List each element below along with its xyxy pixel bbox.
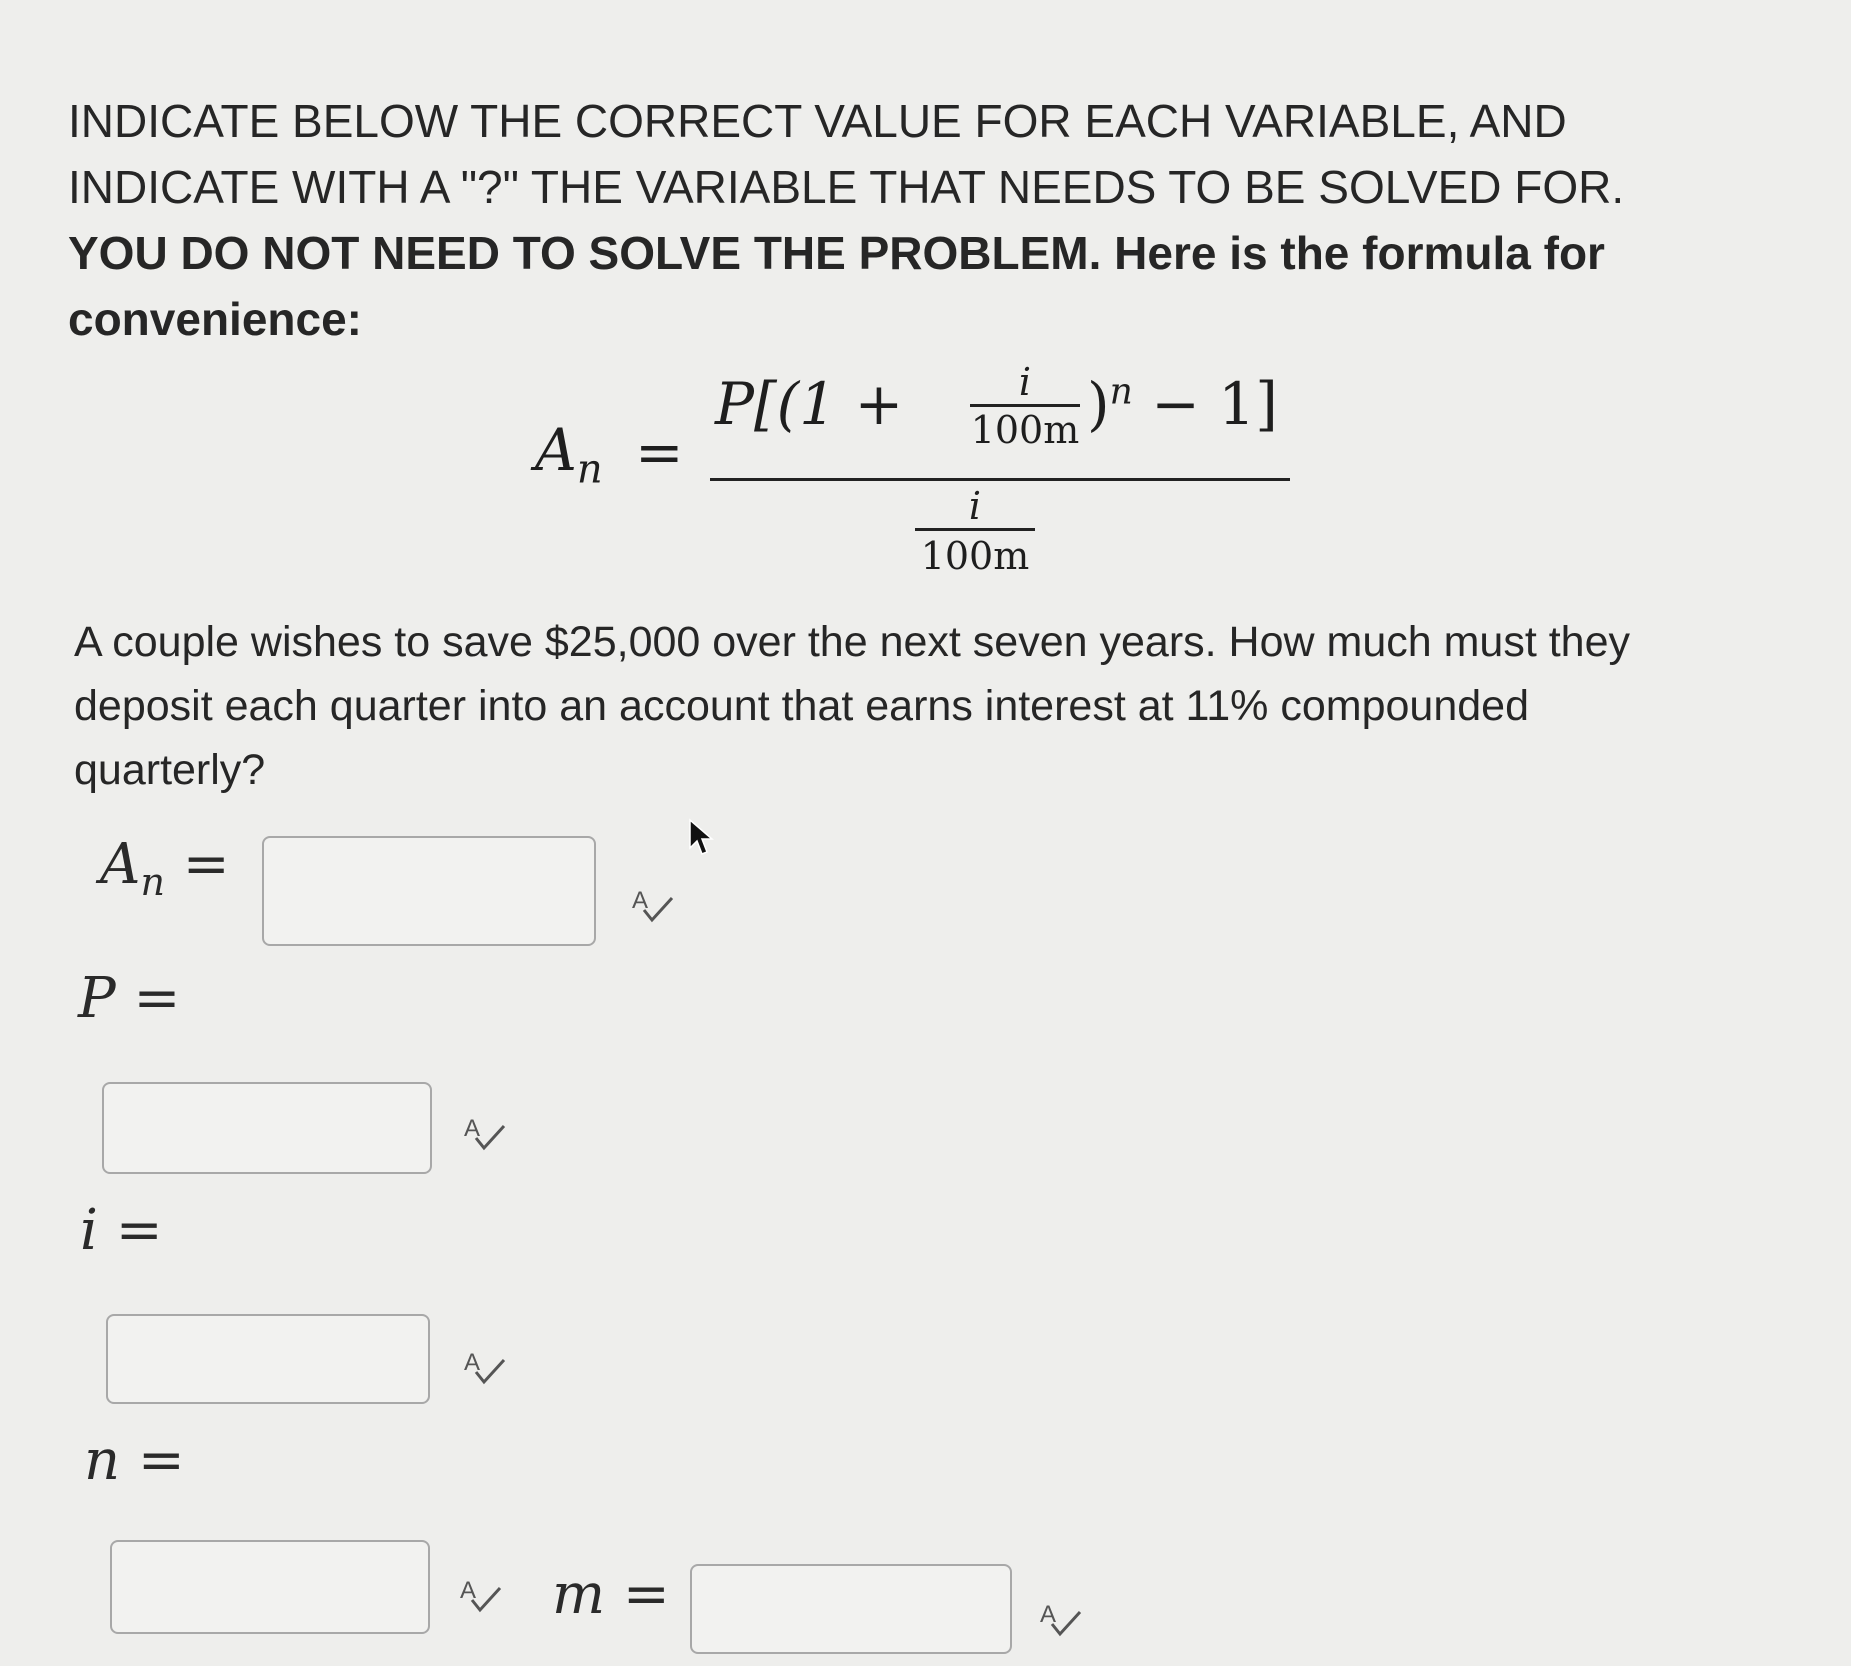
spell-check-icon[interactable] <box>630 884 676 924</box>
spell-check-icon[interactable] <box>1038 1598 1084 1638</box>
instructions-part3: Here is the formula for convenience: <box>68 227 1605 345</box>
m-input[interactable] <box>690 1564 1012 1654</box>
formula-denominator: i 100m <box>915 484 1035 581</box>
instructions <box>68 88 1708 352</box>
n-input[interactable] <box>110 1540 430 1634</box>
svg-text:A: A <box>460 1577 477 1604</box>
formula-inner-fraction: i 100m <box>970 360 1080 452</box>
svg-text:A: A <box>464 1115 481 1142</box>
svg-text:A: A <box>632 887 649 914</box>
n-label: n = <box>84 1428 185 1493</box>
instructions-part2: YOU DO NOT NEED TO SOLVE THE PROBLEM. <box>68 227 1102 279</box>
m-label: m = <box>552 1562 670 1627</box>
i-input[interactable] <box>106 1314 430 1404</box>
an-input[interactable] <box>262 836 596 946</box>
an-label: $A_n$ = <box>100 832 230 905</box>
formula-numerator-close: )$^n$ − 1] <box>1087 370 1278 438</box>
svg-text:A: A <box>464 1349 481 1376</box>
formula-numerator-open: P[(1 + <box>715 370 904 438</box>
i-label: i = <box>80 1198 163 1263</box>
svg-text:A: A <box>1040 1601 1057 1628</box>
spell-check-icon[interactable] <box>462 1112 508 1152</box>
spell-check-icon[interactable] <box>462 1346 508 1386</box>
formula-fraction-bar <box>710 478 1290 481</box>
mouse-cursor-icon <box>688 818 718 858</box>
formula-equals: = <box>635 418 684 486</box>
instructions-part1: INDICATE BELOW THE CORRECT VALUE FOR EACH VARIABLE, AND INDICATE WITH A "?" THE VARIABLE THAT NEEDS TO BE SOLVED FOR. <box>68 95 1625 213</box>
p-input[interactable] <box>102 1082 432 1174</box>
problem-statement: A couple wishes to save $25,000 over the next seven years. How much must they deposit each quarter into an account that earns interest at 11% compounded quarterly? <box>74 618 1630 794</box>
annuity-formula <box>535 360 1295 580</box>
formula-numerator <box>715 360 1285 470</box>
formula-lhs: $A_n$ <box>535 416 603 493</box>
spell-check-icon[interactable] <box>458 1574 504 1614</box>
p-label: P = <box>78 966 181 1031</box>
